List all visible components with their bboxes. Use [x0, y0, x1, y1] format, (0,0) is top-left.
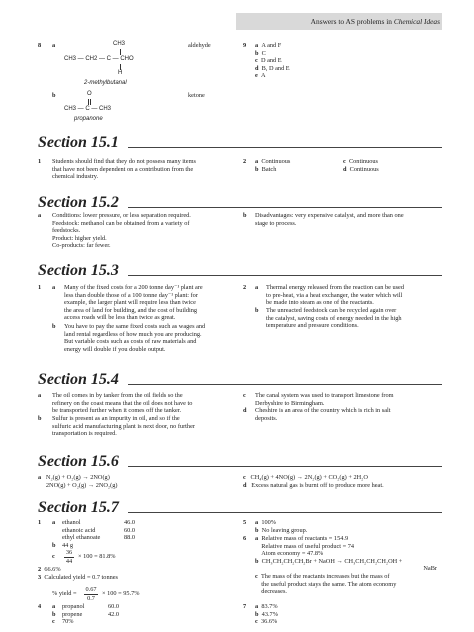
text-line: access roads will be less than twice as great. [64, 314, 176, 322]
text-line: stage to process. [255, 219, 297, 227]
s157-q1c-fraction [64, 549, 74, 565]
s151-q1-number: 1 [38, 158, 42, 165]
text-line: Disadvantages: very expensive catalyst, and more than one [255, 212, 404, 219]
s153-q2b-text [266, 307, 446, 330]
text-line: Students should find that they do not possess many items [52, 158, 196, 165]
s154-a-text [52, 392, 242, 415]
text-line: But variable costs such as costs of raw materials and [64, 338, 197, 346]
text-line: the catalyst, saving costs of energy needed in the high [266, 314, 402, 322]
text-line: No leaving group. [261, 526, 308, 534]
q9-item-label: b [255, 49, 259, 57]
text-line: be made into steam as one of the reactants. [266, 299, 374, 307]
s157-q6: a Relative mass of reactants = 154.9 Relative mass of useful product = 74 Atom economy = 47.8% b CH₃CH₂CH₂CH₂Br + NaOH → CH₃CH₂CH₂CH₂OH + NaBr c The mass of the reactants increases but the mass of the useful product stays the same. The atom economy decreases. [255, 535, 437, 596]
s156-a: a N₂(g) + O₂(g) → 2NO(g) 2NO(g) + O₂(g) → 2NO₂(g) [38, 474, 118, 489]
header-book-title: Chemical Ideas [393, 17, 440, 26]
s154-d-text [255, 407, 445, 422]
text-line: Atom economy = 47.8% [261, 550, 324, 558]
s152-a-text [52, 212, 237, 250]
text-line: Feedstock: methanol can be obtained from a variety of [52, 219, 190, 227]
q8-number: 8 [38, 42, 42, 49]
text-line: You have to pay the same fixed costs such as wages and [64, 323, 206, 330]
denominator: 44 [65, 557, 73, 565]
text-line: The mass of the reactants increases but the mass of [260, 572, 390, 580]
text-line: 36.6% [260, 618, 278, 626]
q8a-type: aldehyde [188, 42, 211, 49]
q9-item-label: e [255, 72, 258, 80]
section-15-4-title: Section 15.4 [38, 371, 119, 388]
s153-q2a-text [266, 284, 446, 307]
q9-item-text: D and E [260, 57, 282, 65]
text-line: Conditions: lower pressure, or less separation required. [52, 212, 191, 219]
text-line: Excess natural gas is burnt off to produce more heat. [251, 481, 384, 489]
s157-q3-result: × 100 = 95.7% [102, 590, 140, 597]
s153-q1a-text [64, 284, 242, 322]
s153-q1b-text [64, 323, 242, 353]
s157-q5: a 100% b No leaving group. [255, 519, 308, 534]
text-line: sulfuric acid manufacturing plant is next door, no further [52, 422, 195, 430]
q9-item-text: A and F [261, 42, 282, 49]
q9-item-text: C [261, 49, 266, 57]
text-line: The oil comes in by tanker from the oil fields so the [52, 392, 183, 399]
section-rule [128, 466, 442, 467]
section-15-7-title: Section 15.7 [38, 499, 119, 516]
section-15-1-title: Section 15.1 [38, 134, 119, 151]
q8a-bond-top [120, 49, 121, 55]
section-15-6-title: Section 15.6 [38, 453, 119, 470]
s151-q2-left: a Continuous b Batch [255, 158, 291, 173]
text-line: Derbyshire to Birmingham. [255, 399, 325, 407]
text-line: 100% [261, 519, 277, 526]
text-line: The canal system was used to transport limestone from [255, 392, 394, 399]
text-line: Calculated yield = 0.7 tonnes [44, 574, 118, 581]
section-rule [128, 384, 442, 385]
text-line: Relative mass of useful product = 74 [261, 542, 355, 550]
s157-q4-table: a propanol 60.0 b propene 42.0 c 70% [52, 603, 120, 626]
text-line: Sulfur is present as an impurity in oil, and so if the [52, 415, 180, 422]
numerator: 36 [65, 549, 73, 556]
text-line: transportation is required. [52, 430, 117, 438]
section-rule [128, 512, 442, 513]
s152-b-text [255, 212, 445, 227]
text-line: Thermal energy released from the reaction can be used [266, 284, 404, 291]
q9-number: 9 [243, 42, 247, 49]
q9-list [255, 42, 290, 80]
text-line: decreases. [261, 588, 287, 596]
section-rule [128, 275, 442, 276]
section-15-2-title: Section 15.2 [38, 194, 119, 211]
q9-item-text: A [260, 72, 266, 80]
denominator: 0.7 [84, 594, 98, 603]
text-line: deposits. [255, 414, 278, 422]
s157-q1-table: a ethanol 46.0 ethanoic acid 60.0 ethyl ethanoate 88.0 b 44 g [52, 519, 136, 549]
q8b-type: ketone [188, 92, 205, 99]
q9-item-text: B, D and E [261, 64, 290, 72]
text-line: chemical industry. [52, 173, 99, 181]
text-line: Relative mass of reactants = 154.9 [261, 535, 349, 542]
q8b-double-bond-2 [90, 99, 91, 105]
text-line: temperature and pressure conditions. [266, 322, 359, 330]
text-line: 43.7% [261, 610, 278, 618]
q8a-h: H [118, 70, 123, 76]
numerator: 0.67 [85, 586, 97, 593]
s154-b-text [52, 415, 242, 438]
text-line: be transported further when it comes off the tanker. [52, 407, 182, 415]
text-line: The unreacted feedstock can be recycled again over [266, 307, 397, 314]
text-line: the useful product stays the same. The atom economy [261, 580, 397, 588]
text-line: refinery on the coast means that the oil does not have to [52, 399, 193, 407]
section-15-3-title: Section 15.3 [38, 262, 119, 279]
q8a-ch3-top: CH3 [113, 41, 126, 47]
s157-q1c-result: × 100 = 81.8% [78, 553, 116, 560]
header-prefix: Answers to AS problems in [310, 17, 394, 26]
section-rule [128, 147, 442, 148]
q8b-name: propanone [74, 116, 103, 122]
text-line: 83.7% [261, 603, 278, 610]
q8b-label: b [52, 92, 56, 99]
text-line: example, the larger plant will require less than twice [64, 299, 196, 307]
q8b-chain: CH3 — C — CH3 [64, 106, 112, 112]
running-header [250, 17, 440, 26]
q8a-chain: CH3 — CH2 — C — CHO [64, 56, 134, 62]
s151-q2d: Continuous [349, 165, 379, 173]
equation: CH₃CH₂CH₂CH₂Br + NaOH → CH₃CH₂CH₂CH₂OH + [261, 557, 403, 565]
s157-q2: 2 66.6% [38, 566, 61, 573]
text-line: Cheshire is an area of the country which is rich in salt [255, 407, 391, 414]
s151-q2-number: 2 [243, 158, 247, 165]
s151-q2a: Continuous [261, 158, 291, 165]
equation-tail: NaBr [423, 565, 437, 573]
q9-item-label: d [255, 64, 259, 72]
s154-c-text [255, 392, 445, 407]
s156-cd: c CH₄(g) + 4NO(g) → 2N₂(g) + CO₂(g) + 2H₂O d Excess natural gas is burnt off to produce more heat. [243, 474, 384, 489]
s157-q3: 3 Calculated yield = 0.7 tonnes [38, 574, 118, 581]
s151-q1-text [52, 158, 232, 181]
text-line: Co-products: far fewer. [52, 242, 111, 250]
section-rule [128, 207, 442, 208]
s157-q3-fraction [84, 586, 98, 602]
equation: N₂(g) + O₂(g) → 2NO(g) [45, 474, 110, 481]
text-line: Many of the fixed costs for a 200 tonne day⁻¹ plant are [64, 284, 203, 291]
q8a-label: a [52, 42, 56, 49]
text-line: 66.6% [44, 566, 61, 573]
s157-q3-pct-label: % yield = [52, 590, 77, 597]
equation: 2NO(g) + O₂(g) → 2NO₂(g) [45, 481, 118, 489]
q8a-name: 2-methylbutanal [84, 80, 127, 86]
text-line: the area of land for building, and the cost of building [64, 306, 198, 314]
text-line: that have not been dependent on a contribution from the [52, 165, 194, 173]
s157-q7: a 83.7% b 43.7% c 36.6% [255, 603, 278, 626]
text-line: Product: higher yield. [52, 234, 107, 242]
text-line: land rental regardless of how much you are producing. [64, 330, 202, 338]
equation: CH₄(g) + 4NO(g) → 2N₂(g) + CO₂(g) + 2H₂O [250, 474, 368, 481]
q9-item-label: c [255, 57, 258, 65]
s151-q2b: Batch [261, 165, 277, 173]
s151-q2c: Continuous [348, 158, 378, 165]
q8b-double-bond-1 [88, 99, 89, 105]
text-line: less than double those of a 100 tonne day⁻¹ plant: for [64, 291, 198, 299]
text-line: to pre-heat, via a heat exchanger, the water which will [266, 291, 403, 299]
text-line: energy will double if you double output. [64, 345, 166, 353]
s151-q2-right: c Continuous d Continuous [343, 158, 379, 173]
q9-item-label: a [255, 42, 259, 49]
q8b-o: O [87, 91, 92, 97]
text-line: feedstocks. [52, 227, 81, 235]
